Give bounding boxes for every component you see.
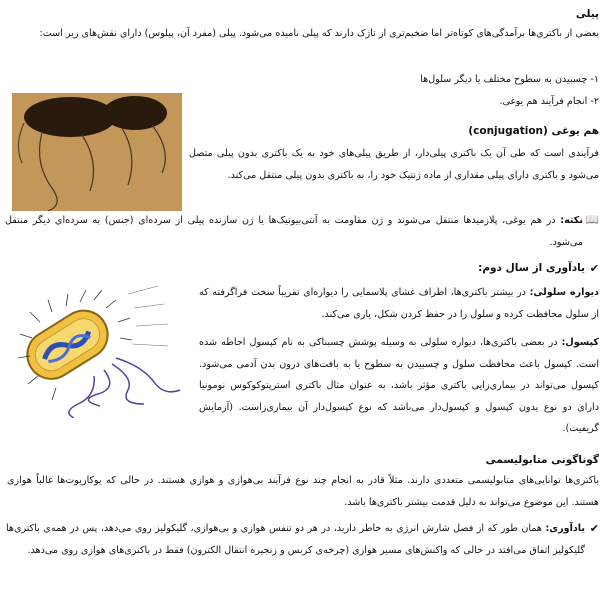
pili-item-1: ۱- چسبیدن به سطوح مختلف یا دیگر سلول‌ها [420,74,599,85]
pili-item-2: ۲- انجام فرآیند هم یوغی. [499,96,599,107]
note-paragraph [5,210,583,254]
conjugation-title: هم یوغی (conjugation) [468,125,599,137]
capsule-paragraph [199,332,599,442]
metabolic-title: گوناگونی متابولیسمی [485,454,599,466]
note-label: نکته: [560,215,583,226]
cell-wall-body: در بیشتر باکتری‌ها، اطراف غشای پلاسمایی را دیواره‌ای تقریباً سخت فراگرفته که از سلول محافظت کرده و سلول را در حفظ کردن شکل، یاری می‌کند. [199,287,599,320]
cell-wall-paragraph [199,282,599,326]
capsule-body: در بعضی باکتری‌ها، دیواره سلولی به وسیله پوشش چسبناکی به نام کپسول احاطه شده است. کپسول باعث محافظت سلول و چسبیدن به سطوح یا به بافت‌های درون بدن آدمی می‌شود. کپسول می‌تواند در بیماری‌زایی باکتری مؤثر باشد، به عنوان مثال باکتری استرپتوکوکوس نومونیا دارای دو نوع بدون کپسول و کپسول‌دار می‌باشد که نوع کپسول‌دار آن بیماری‌زاست. (آزمایش گریفیت). [199,337,599,434]
book-icon: 📖 [585,213,599,226]
conjugation-photo [12,93,182,211]
note-body: در هم یوغی، پلازمیدها منتقل می‌شوند و ژن مقاومت به آنتی‌بیوتیک‌ها یا ژن سازنده پیلی از سرده‌ای (جنس) به سرده‌ای دیگر منتقل می‌شود. [5,215,583,248]
reminder-body: همان طور که از فصل شارش انرژی به خاطر دارید، در هر دو تنفس هوازی و بی‌هوازی، گلیکولیز روی می‌دهد، پس در همه‌ی باکتری‌ها گلیکولیز اتفاق می‌افتد در حالی که واکنش‌های مسیر هوازی (چرخه‌ی کربس و زنجیره انتقال الکترون) فقط در باکتری‌های هوازی روی می‌دهد. [6,523,585,556]
metabolic-body: باکتری‌ها توانایی‌های متابولیسمی متعددی دارند. مثلاً قادر به انجام چند نوع فرآیند بی‌هوازی و هوازی هستند. در حالی که یوکاریوت‌ها غالباً هوازی هستند. این موضوع می‌تواند به دلیل قدمت بیشتر باکتری‌ها باشد. [7,475,599,508]
check-mark-icon: ✔ [589,262,599,275]
cell-wall-label: دیواره سلولی: [529,287,599,298]
capsule-label: کپسول: [561,337,599,348]
reminder-paragraph [6,518,585,584]
pili-title: پیلی [575,8,599,20]
reminder-label: یادآوری: [545,523,585,534]
check-mark-icon: ✔ [589,522,599,535]
pili-intro: بعضی از باکتری‌ها برآمدگی‌های کوتاه‌تر اما ضخیم‌تری از تاژک دارند که پیلی نامیده می‌شود. پیلی (مفرد آن، پیلوس) دارای نقش‌های زیر است: [39,28,599,39]
bacterium-illustration [8,278,184,418]
reminder-heading: یادآوری از سال دوم: [478,262,585,274]
conjugation-body: فرآیندی است که طی آن یک باکتری پیلی‌دار، از طریق پیلی‌های خود به یک باکتری بدون پیلی متصل می‌شود و باکتری دارای پیلی مقداری از ماده ژنتیک خود را، به باکتری بدون پیلی منتقل می‌کند. [189,148,599,181]
